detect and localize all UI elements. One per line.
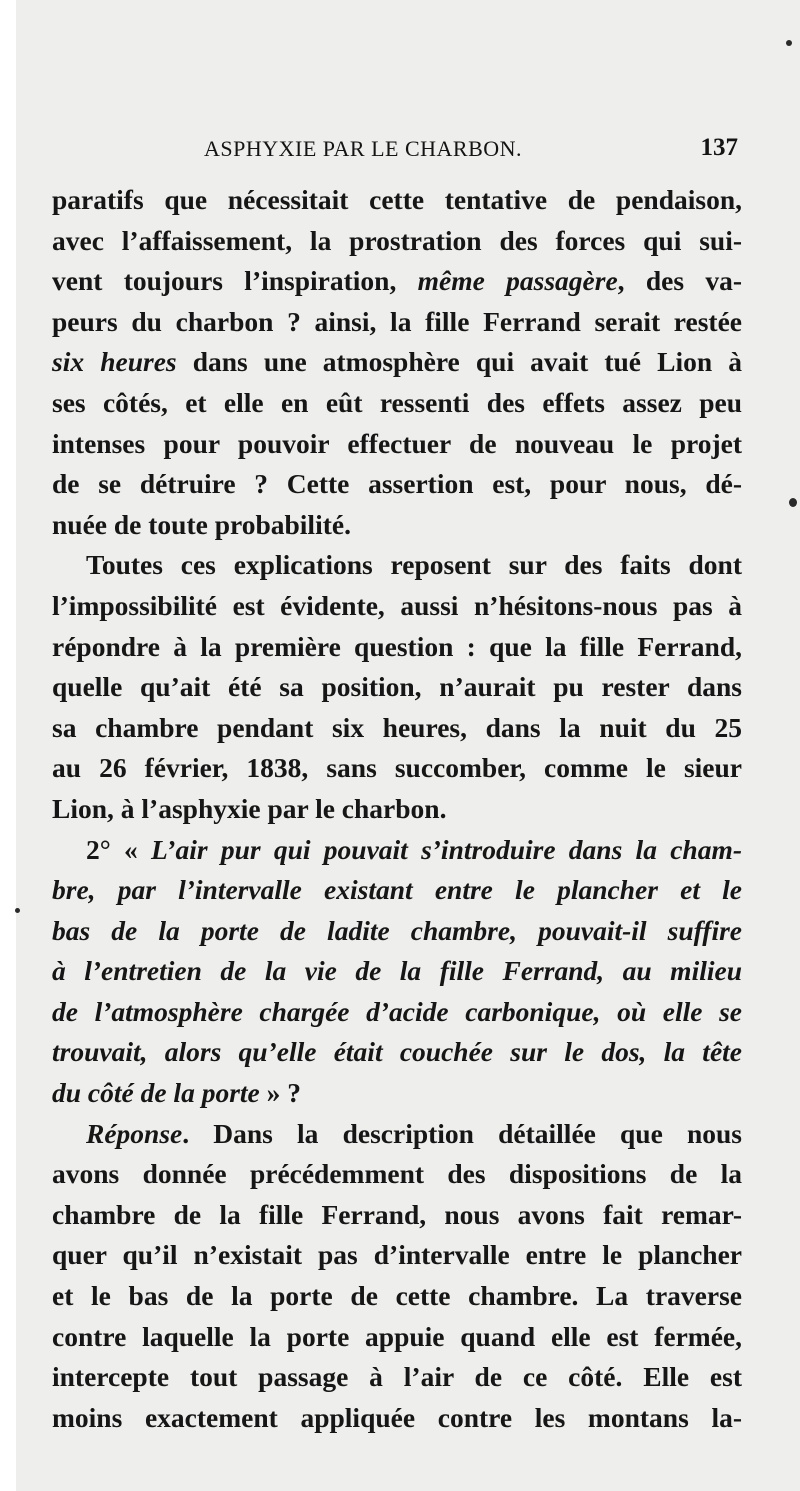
text-line — [52, 302, 742, 343]
text-line — [52, 545, 742, 586]
text-line — [52, 1114, 742, 1155]
text-run: quelle qu’ait été sa position, n’aurait pu rester dans — [52, 671, 742, 703]
text-run: l’impossibilité est évidente, aussi n’hésitons-nous pas à — [52, 589, 742, 621]
text-run: ses côtés, et elle en eût ressenti des effets assez peu — [52, 386, 742, 418]
text-line — [52, 627, 742, 668]
text-run: Lion, à l’asphyxie par le charbon. — [52, 792, 447, 824]
text-run: , des va- — [617, 265, 742, 297]
text-line — [52, 1073, 742, 1114]
text-line — [52, 1398, 742, 1439]
ink-speck — [789, 498, 797, 507]
text-line — [52, 1032, 742, 1073]
text-run: de se détruire ? Cette assertion est, pour nous, dé- — [52, 468, 742, 500]
text-run: 2° « — [86, 833, 152, 865]
italic-run: Réponse — [86, 1117, 183, 1149]
text-line — [52, 261, 742, 302]
text-run: intercepte tout passage à l’air de ce côté. Elle est — [52, 1361, 742, 1393]
page-header — [52, 136, 742, 172]
text-run: moins exactement appliquée contre les montans la- — [52, 1401, 742, 1433]
italic-run: à l’entretien de la vie de la fille Ferrand, au milieu — [52, 955, 742, 987]
text-line — [52, 951, 742, 992]
text-run: avons donnée précédemment des dispositions de la — [52, 1158, 742, 1190]
text-line — [52, 870, 742, 911]
text-line — [52, 383, 742, 424]
text-run: nuée de toute probabilité. — [52, 508, 351, 540]
italic-run: de l’atmosphère chargée d’acide carbonique, où elle se — [52, 995, 742, 1027]
italic-run: six heures — [52, 346, 177, 378]
ink-speck — [15, 908, 20, 913]
text-run: avec l’affaissement, la prostration des forces qui sui- — [52, 224, 742, 256]
text-run: et le bas de la porte de cette chambre. La traverse — [52, 1280, 742, 1312]
italic-run: du côté de la porte — [52, 1077, 260, 1109]
body-text — [52, 180, 742, 1438]
text-run: au 26 février, 1838, sans succomber, comme le sieur — [52, 752, 742, 784]
text-run: peurs du charbon ? ainsi, la fille Ferrand serait restée — [52, 305, 742, 337]
page-number: 137 — [700, 134, 738, 161]
text-run: sa chambre pendant six heures, dans la nuit du 25 — [52, 711, 742, 743]
page-gutter — [0, 0, 16, 1491]
text-run: vent toujours l’inspiration, — [52, 265, 418, 297]
text-run: chambre de la fille Ferrand, nous avons fait remar- — [52, 1198, 742, 1230]
italic-run: trouvait, alors qu’elle était couchée sur le dos, la tête — [52, 1036, 742, 1068]
text-line — [52, 342, 742, 383]
text-line — [52, 789, 742, 830]
text-line — [52, 830, 742, 871]
text-run: quer qu’il n’existait pas d’intervalle entre le plancher — [52, 1239, 742, 1271]
ink-speck — [786, 40, 792, 46]
italic-run: bas de la porte de ladite chambre, pouvait-il suffire — [52, 914, 742, 946]
text-line — [52, 1276, 742, 1317]
text-line — [52, 748, 742, 789]
text-line — [52, 505, 742, 546]
text-line — [52, 586, 742, 627]
text-line — [52, 992, 742, 1033]
text-run: » ? — [259, 1077, 301, 1109]
text-line — [52, 667, 742, 708]
text-line — [52, 1317, 742, 1358]
text-line — [52, 180, 742, 221]
text-run: dans une atmosphère qui avait tué Lion à — [176, 346, 742, 378]
text-line — [52, 1357, 742, 1398]
text-line — [52, 464, 742, 505]
text-run: répondre à la première question : que la fille Ferrand, — [52, 630, 742, 662]
italic-run: même passagère — [417, 265, 618, 297]
text-line — [52, 221, 742, 262]
text-line — [52, 708, 742, 749]
running-head: ASPHYXIE PAR LE CHARBON. — [204, 136, 523, 161]
text-run: paratifs que nécessitait cette tentative de pendaison, — [52, 184, 742, 215]
text-line — [52, 911, 742, 952]
text-line — [52, 1195, 742, 1236]
text-line — [52, 1235, 742, 1276]
text-run: contre laquelle la porte appuie quand elle est fermée, — [52, 1320, 742, 1352]
text-run: intenses pour pouvoir effectuer de nouveau le projet — [52, 427, 742, 459]
text-run: Toutes ces explications reposent sur des faits dont — [86, 549, 742, 581]
text-line — [52, 424, 742, 465]
italic-run: bre, par l’intervalle existant entre le plancher et le — [52, 874, 742, 906]
text-run: . Dans la description détaillée que nous — [182, 1117, 742, 1149]
italic-run: L’air pur qui pouvait s’introduire dans la cham- — [151, 833, 743, 865]
text-line — [52, 1154, 742, 1195]
